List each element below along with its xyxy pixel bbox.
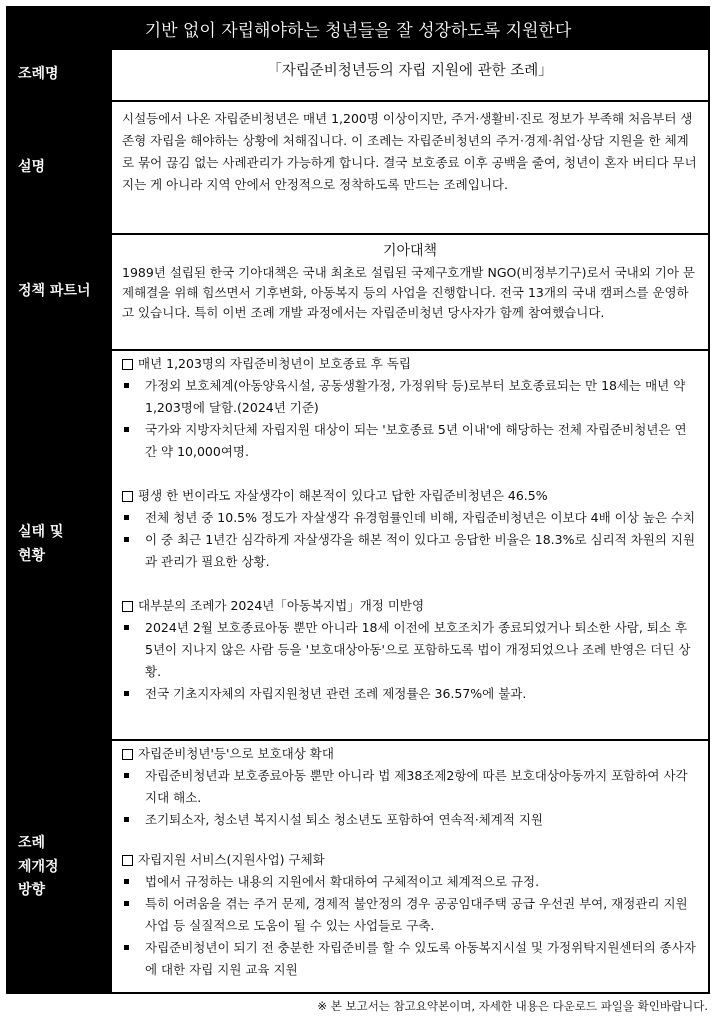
- label-partner: 정책 파트너: [8, 235, 112, 349]
- checkbox-icon: [122, 855, 133, 866]
- bullet-icon: [124, 427, 129, 432]
- status-content: [112, 351, 708, 739]
- partner-name: 기아대책: [382, 243, 438, 259]
- checkbox-icon: [122, 491, 133, 502]
- checkbox-icon: [122, 601, 133, 612]
- row-direction: [8, 739, 708, 994]
- bullet-icon: [124, 945, 129, 950]
- bullet-icon: [124, 773, 129, 778]
- bullet-icon: [124, 879, 129, 884]
- list-item: 가정외 보호체계(아동양육시설, 공동생활가정, 가정위탁 등)로부터 보호종료되는 만 18세는 매년 약 1,203명에 달함.(2024년 기준): [122, 375, 698, 419]
- checkbox-icon: [122, 749, 133, 760]
- list-item: 조기퇴소자, 청소년 복지시설 퇴소 청소년도 포함하여 연속적·체계적 지원: [122, 809, 698, 831]
- row-description: [8, 100, 708, 233]
- summary-sheet: [6, 6, 710, 994]
- direction-section-1-head: 자립준비청년'등'으로 보호대상 확대: [122, 743, 698, 765]
- list-item: 전체 청년 중 10.5% 정도가 자살생각 유경험률인데 비해, 자립준비청년은 이보다 4배 이상 높은 수치: [122, 507, 698, 529]
- bullet-icon: [124, 691, 129, 696]
- row-status: [8, 349, 708, 739]
- list-item: 법에서 규정하는 내용의 지원에서 확대하여 구체적이고 체계적으로 규정.: [122, 871, 698, 893]
- row-partner: [8, 233, 708, 349]
- label-status: 실태 및 현황: [8, 351, 112, 739]
- direction-content: [112, 741, 708, 994]
- ordinance-title: 「자립준비청년등의 자립 지원에 관한 조례」: [267, 63, 553, 79]
- description-text: 시설등에서 나온 자립준비청년은 매년 1,200명 이상이지만, 주거·생활비·진로 정보가 부족해 처음부터 생존형 자립을 해야하는 상황에 처해집니다. 이 조례는 자립준비청년의 주거·경제·취업·상담 지원을 한 체계로 묶어 끊김 없는 사례관리가 가능하게 합니다. 결국 보호종료 이후 공백을 줄여, 청년이 혼자 버티다 무너지는 게 아니라 지역 안에서 안정적으로 정착하도록 만드는 조례입니다.: [122, 111, 697, 192]
- list-item: 자립준비청년과 보호종료아동 뿐만 아니라 법 제38조제2항에 따른 보호대상아동까지 포함하여 사각지대 해소.: [122, 765, 698, 809]
- label-ordinance-title: 조례명: [8, 50, 112, 100]
- label-description: 설명: [8, 102, 112, 233]
- list-item: 자립준비청년이 되기 전 충분한 자립준비를 할 수 있도록 아동복지시설 및 가정위탁지원센터의 종사자에 대한 자립 지원 교육 지원: [122, 937, 698, 981]
- bullet-icon: [124, 625, 129, 630]
- status-section-3-head: 대부분의 조례가 2024년「아동복지법」개정 미반영: [122, 595, 698, 617]
- status-section-1-head: 매년 1,203명의 자립준비청년이 보호종료 후 독립: [122, 353, 698, 375]
- list-item: 특히 어려움을 겪는 주거 문제, 경제적 불안정의 경우 공공임대주택 공급 우선권 부여, 재정관리 지원 사업 등 실질적으로 도움이 될 수 있는 사업들로 구축.: [122, 893, 698, 937]
- partner-content: [112, 235, 708, 349]
- footer-note: ※ 본 보고서는 참고요약본이며, 자세한 내용은 다운로드 파일을 확인바랍니다.: [317, 999, 708, 1013]
- page-banner: 기반 없이 자립해야하는 청년들을 잘 성장하도록 지원한다: [8, 8, 708, 48]
- bullet-icon: [124, 901, 129, 906]
- bullet-icon: [124, 817, 129, 822]
- direction-section-2-head: 자립지원 서비스(지원사업) 구체화: [122, 849, 698, 871]
- label-direction: 조례 제개정 방향: [8, 741, 112, 994]
- list-item: 2024년 2월 보호종료아동 뿐만 아니라 18세 이전에 보호조치가 종료되었거나 퇴소한 사람, 퇴소 후 5년이 지나지 않은 사람 등을 '보호대상아동'으로 포함하도록 법이 개정되었으나 조례 반영은 더딘 상황.: [122, 617, 698, 683]
- list-item: 이 중 최근 1년간 심각하게 자살생각을 해본 적이 있다고 응답한 비율은 18.3%로 심리적 차원의 지원과 관리가 필요한 상황.: [122, 529, 698, 573]
- list-item: 전국 기초지자체의 자립지원청년 관련 조례 제정률은 36.57%에 불과.: [122, 683, 698, 705]
- row-ordinance-title: [8, 48, 708, 100]
- bullet-icon: [124, 383, 129, 388]
- bullet-icon: [124, 515, 129, 520]
- status-section-2-head: 평생 한 번이라도 자살생각이 해본적이 있다고 답한 자립준비청년은 46.5%: [122, 485, 698, 507]
- bullet-icon: [124, 537, 129, 542]
- checkbox-icon: [122, 359, 133, 370]
- partner-text: 1989년 설립된 한국 기아대책은 국내 최초로 설립된 국제구호개발 NGO(비정부기구)로서 국내외 기아 문제해결을 위해 힘쓰면서 기후변화, 아동복지 등의 사업을 진행합니다. 전국 13개의 국내 캠퍼스를 운영하고 있습니다. 특히 이번 조례 개발 과정에서는 자립준비청년 당사자가 함께 참여했습니다.: [122, 265, 695, 320]
- list-item: 국가와 지방자치단체 자립지원 대상이 되는 '보호종료 5년 이내'에 해당하는 전체 자립준비청년은 연간 약 10,000여명.: [122, 419, 698, 463]
